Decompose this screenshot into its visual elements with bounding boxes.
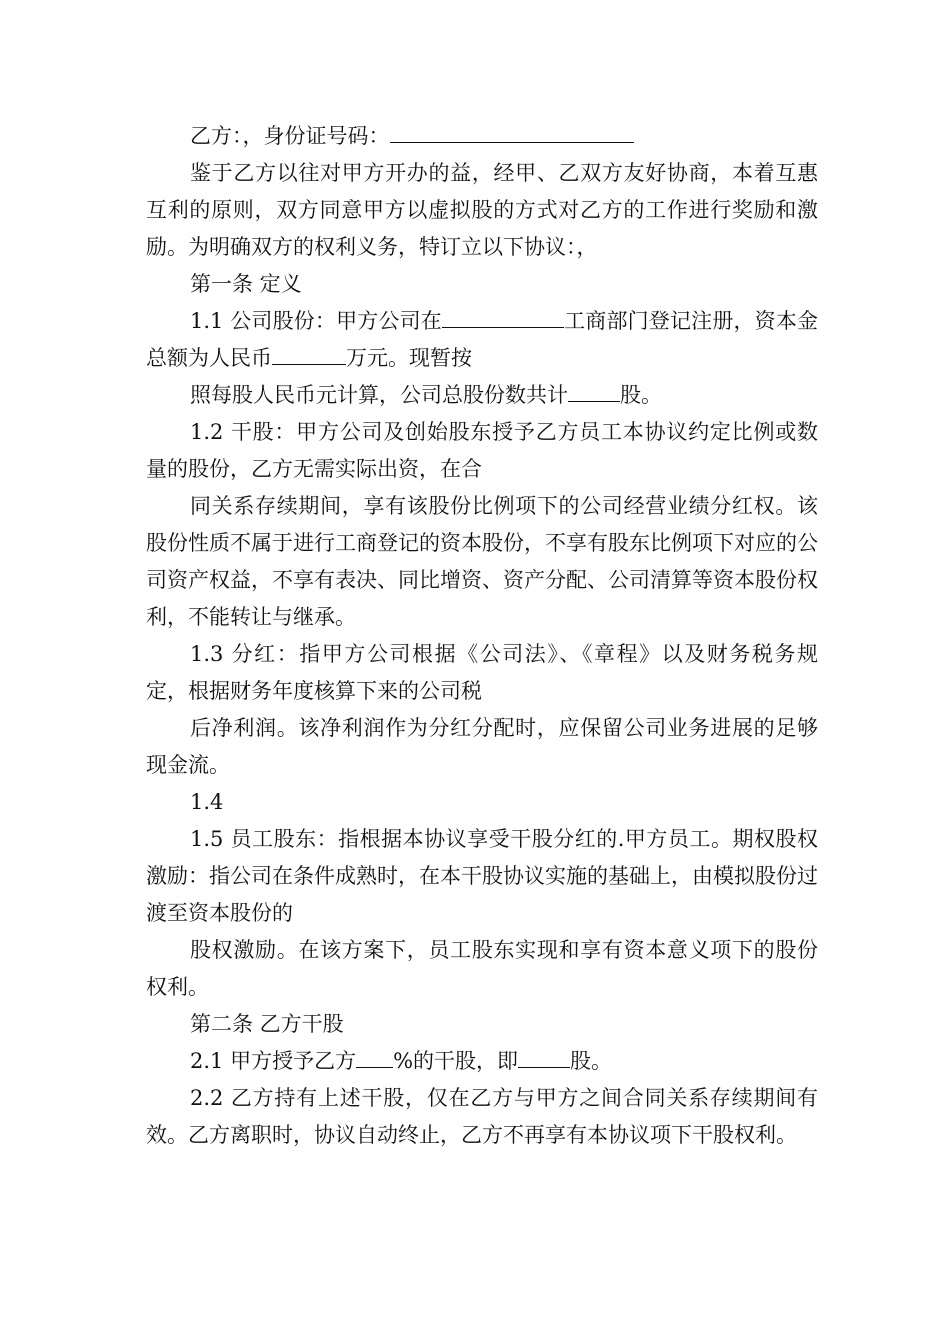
- percent-blank: [356, 1043, 393, 1068]
- total-shares-blank: [568, 377, 620, 402]
- paragraph-text: 同关系存续期间，享有该股份比例项下的公司经营业绩分红权。该股份性质不属于进行工商登记的资本股份，不享有股东比例项下对应的公司资产权益，不享有表决、同比增资、资产分配、公司清算等资本股份权利，不能转让与继承。: [146, 494, 818, 629]
- paragraph-text: 乙方：，身份证号码：: [190, 124, 390, 148]
- preamble-paragraph: [146, 155, 818, 266]
- heading-text: 第二条 乙方干股: [190, 1012, 344, 1036]
- clause-1-5-continued: [146, 932, 818, 1006]
- paragraph-text: 工商部门登记注册，资本金总额为人民币: [146, 309, 818, 370]
- party-b-line: [146, 118, 818, 155]
- id-number-blank: [390, 118, 634, 143]
- paragraph-text: 照每股人民币元计算，公司总股份数共计: [190, 383, 568, 407]
- paragraph-text: 2.1 甲方授予乙方: [190, 1049, 357, 1073]
- clause-1-3: [146, 636, 818, 710]
- article-1-heading: [146, 266, 818, 303]
- paragraph-text: 2.2 乙方持有上述干股，仅在乙方与甲方之间合同关系存续期间有效。乙方离职时，协议自动终止，乙方不再享有本协议项下干股权利。: [146, 1086, 818, 1147]
- clause-1-2: [146, 414, 818, 488]
- paragraph-text: 1.5 员工股东：指根据本协议享受干股分红的.甲方员工。期权股权激励：指公司在条件成熟时，在本干股协议实施的基础上，由模拟股份过渡至资本股份的: [146, 827, 818, 925]
- registration-blank: [442, 303, 564, 328]
- share-count-blank: [518, 1043, 570, 1068]
- clause-1-1: [146, 303, 818, 377]
- paragraph-text: 股。: [570, 1049, 613, 1073]
- clause-2-1: [146, 1043, 818, 1080]
- document-body: [146, 118, 818, 1154]
- paragraph-text: %的干股，即: [393, 1049, 519, 1073]
- clause-1-4: [146, 784, 818, 821]
- paragraph-text: 万元。现暂按: [346, 346, 472, 370]
- paragraph-text: 1.4: [190, 790, 224, 814]
- capital-amount-blank: [272, 340, 346, 365]
- clause-2-2: [146, 1080, 818, 1154]
- paragraph-text: 股权激励。在该方案下，员工股东实现和享有资本意义项下的股份权利。: [146, 938, 818, 999]
- clause-1-1-continued: [146, 377, 818, 414]
- paragraph-text: 1.3 分红：指甲方公司根据《公司法》、《章程》以及财务税务规定，根据财务年度核算下来的公司税: [146, 642, 818, 703]
- article-2-heading: [146, 1006, 818, 1043]
- paragraph-text: 1.2 干股：甲方公司及创始股东授予乙方员工本协议约定比例或数量的股份，乙方无需实际出资，在合: [146, 420, 818, 481]
- clause-1-5: [146, 821, 818, 932]
- paragraph-text: 股。: [620, 383, 662, 407]
- paragraph-text: 后净利润。该净利润作为分红分配时，应保留公司业务进展的足够现金流。: [146, 716, 818, 777]
- clause-1-2-continued: [146, 488, 818, 636]
- clause-1-3-continued: [146, 710, 818, 784]
- paragraph-text: 鉴于乙方以往对甲方开办的益，经甲、乙双方友好协商，本着互惠互利的原则，双方同意甲方以虚拟股的方式对乙方的工作进行奖励和激励。为明确双方的权利义务，特订立以下协议：，: [146, 161, 818, 259]
- paragraph-text: 1.1 公司股份：甲方公司在: [190, 309, 442, 333]
- heading-text: 第一条 定义: [190, 272, 302, 296]
